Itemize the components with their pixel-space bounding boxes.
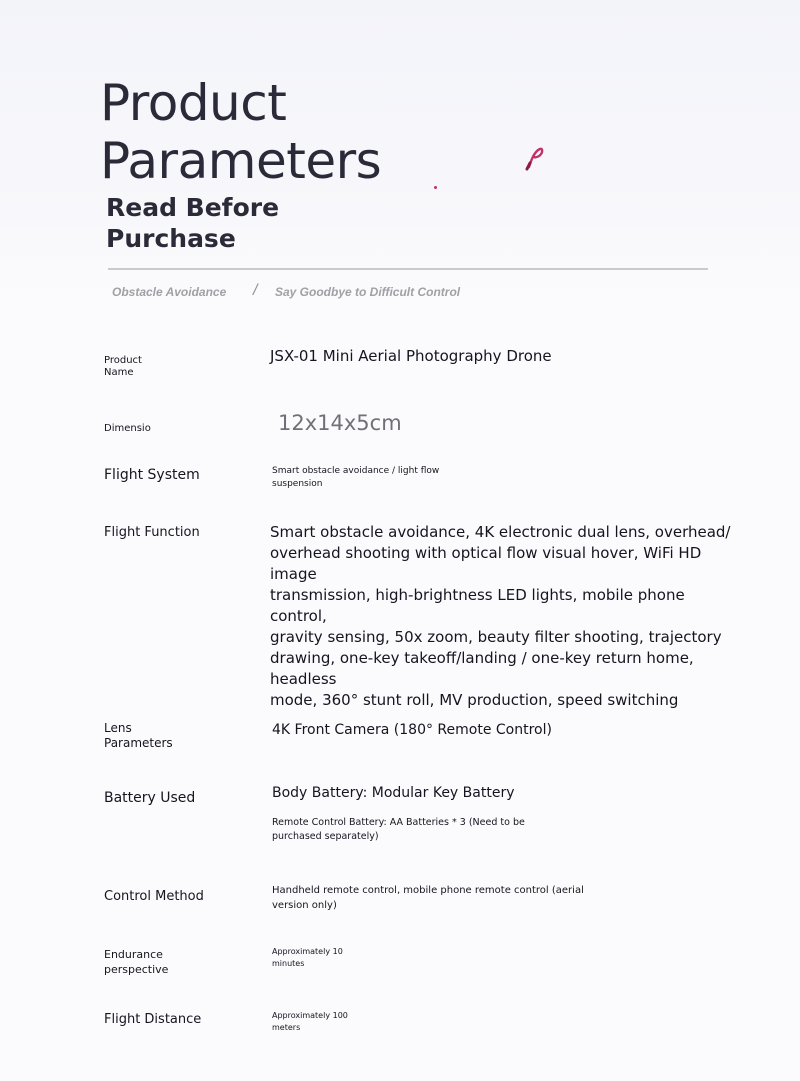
label-endurance-line-1: Endurance <box>104 948 163 961</box>
title-line-1: Product <box>100 74 287 132</box>
value-control-method <box>272 883 584 913</box>
value-flight-distance <box>272 1010 348 1034</box>
value-endurance-line-1: Approximately 10 <box>272 947 343 956</box>
label-flight-system: Flight System <box>104 467 200 483</box>
value-endurance <box>272 946 343 970</box>
value-lens-parameters: 4K Front Camera (180° Remote Control) <box>272 722 552 738</box>
value-distance-line-2: meters <box>272 1023 301 1032</box>
label-control-method: Control Method <box>104 889 204 904</box>
flight-function-line: drawing, one-key takeoff/landing / one-key return home, headless <box>270 649 694 688</box>
title-line-2: Parameters <box>100 132 382 190</box>
value-distance-line-1: Approximately 100 <box>272 1011 348 1020</box>
flight-function-line: transmission, high-brightness LED lights, mobile phone control, <box>270 586 685 625</box>
label-dimension: Dimensio <box>104 423 151 434</box>
accent-dot <box>434 186 437 189</box>
value-flight-function <box>270 522 740 711</box>
value-control-line-1: Handheld remote control, mobile phone remote control (aerial <box>272 885 584 896</box>
label-flight-distance: Flight Distance <box>104 1012 202 1027</box>
page-title <box>100 74 500 190</box>
label-battery-used: Battery Used <box>104 790 196 806</box>
value-battery-note-line-1: Remote Control Battery: AA Batteries * 3 (Need to be <box>272 817 525 828</box>
tagline-left: Obstacle Avoidance <box>112 285 227 299</box>
flight-function-line: mode, 360° stunt roll, MV production, speed switching <box>270 691 679 709</box>
label-flight-function: Flight Function <box>104 525 200 540</box>
subtitle-line-2: Purchase <box>106 224 236 253</box>
tagline-right: Say Goodbye to Difficult Control <box>275 285 461 299</box>
label-product-name <box>104 355 142 379</box>
value-product-name: JSX-01 Mini Aerial Photography Drone <box>270 347 552 365</box>
label-lens-line-2: Parameters <box>104 736 173 750</box>
value-battery-note-line-2: purchased separately) <box>272 831 379 842</box>
flight-function-line: Smart obstacle avoidance, 4K electronic dual lens, overhead/ <box>270 523 731 541</box>
value-dimension: 12x14x5cm <box>278 411 402 435</box>
label-product-name-line-2: Name <box>104 367 134 378</box>
label-product-name-line-1: Product <box>104 355 142 366</box>
label-lens-line-1: Lens <box>104 721 132 735</box>
value-flight-system-line-1: Smart obstacle avoidance / light flow <box>272 466 440 476</box>
page-subtitle <box>106 192 356 254</box>
divider-line <box>108 268 708 270</box>
flight-function-line: gravity sensing, 50x zoom, beauty filter shooting, trajectory <box>270 628 722 646</box>
value-endurance-line-2: minutes <box>272 959 305 968</box>
value-control-line-2: version only) <box>272 900 337 911</box>
value-battery-note <box>272 816 525 844</box>
label-endurance-line-2: perspective <box>104 963 169 976</box>
flight-function-line: overhead shooting with optical flow visual hover, WiFi HD image <box>270 544 702 583</box>
label-endurance <box>104 947 168 977</box>
value-battery-main: Body Battery: Modular Key Battery <box>272 785 515 801</box>
value-flight-system <box>272 465 439 491</box>
tagline-divider: / <box>253 282 258 299</box>
brush-mark-icon <box>523 143 549 173</box>
subtitle-line-1: Read Before <box>106 193 280 222</box>
label-lens-parameters <box>104 721 173 751</box>
value-flight-system-line-2: suspension <box>272 479 323 489</box>
